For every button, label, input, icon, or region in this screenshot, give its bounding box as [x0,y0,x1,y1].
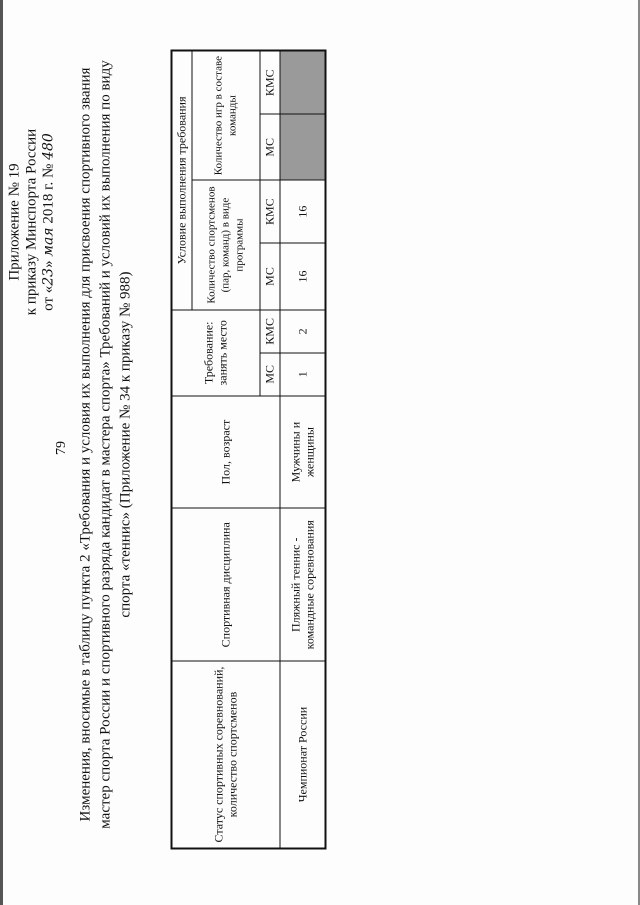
date-year: 2018 г. № [40,163,57,224]
cell-games-kms [280,51,326,115]
cell-status: Чемпионат России [280,661,326,848]
date-day: 23 [40,267,57,286]
header-count-ms: МС [260,243,280,310]
date-month: мая [40,227,57,257]
header-status: Статус спортивных соревнований, количество спортсменов [172,661,280,848]
rotated-content [1,0,640,905]
cell-count-kms: 16 [280,180,326,243]
header-count-kms: КМС [260,180,280,243]
appendix-line1: Приложение № 19 [6,163,23,281]
header-games-count: Количество игр в составе команды [192,51,260,181]
header-condition: Условие выполнения требования [172,51,192,310]
cell-place-kms: 2 [280,310,326,353]
header-place-ms: МС [260,353,280,396]
cell-place-ms: 1 [280,353,326,396]
page-number: 79 [54,441,69,455]
header-discipline: Спортивная дисциплина [172,508,280,661]
date-mid: » [40,260,57,268]
requirements-table [171,50,327,850]
header-required-place: Требование: занять место [172,310,260,396]
appendix-header [7,100,58,345]
header-athlete-count: Количество спортсменов (пар, команд) в виде программы [192,180,260,310]
cell-count-ms: 16 [280,243,326,310]
date-prefix: от « [40,285,57,311]
cell-games-ms [280,114,326,180]
header-gender-age: Пол, возраст [172,396,280,509]
header-games-ms: МС [260,114,280,180]
header-games-kms: КМС [260,51,280,115]
cell-gender-age: Мужчины и женщины [280,396,326,509]
order-number: 480 [40,133,57,160]
table-row [280,51,326,849]
header-place-kms: КМС [260,310,280,353]
cell-discipline: Пляжный теннис - командные соревнования [280,508,326,661]
document-title: Изменения, вносимые в таблицу пункта 2 «Требования и условия их выполнения для присвоения спортивного звания мастер спорта России и спортивного разряда кандидат в мастера спорта» Требований и условий их выполнения по виду спорта «теннис» (Приложение № 34 к приказу № 988) [77,60,134,829]
appendix-line2: к приказу Минспорта России [23,128,40,316]
appendix-date-line [41,100,58,345]
